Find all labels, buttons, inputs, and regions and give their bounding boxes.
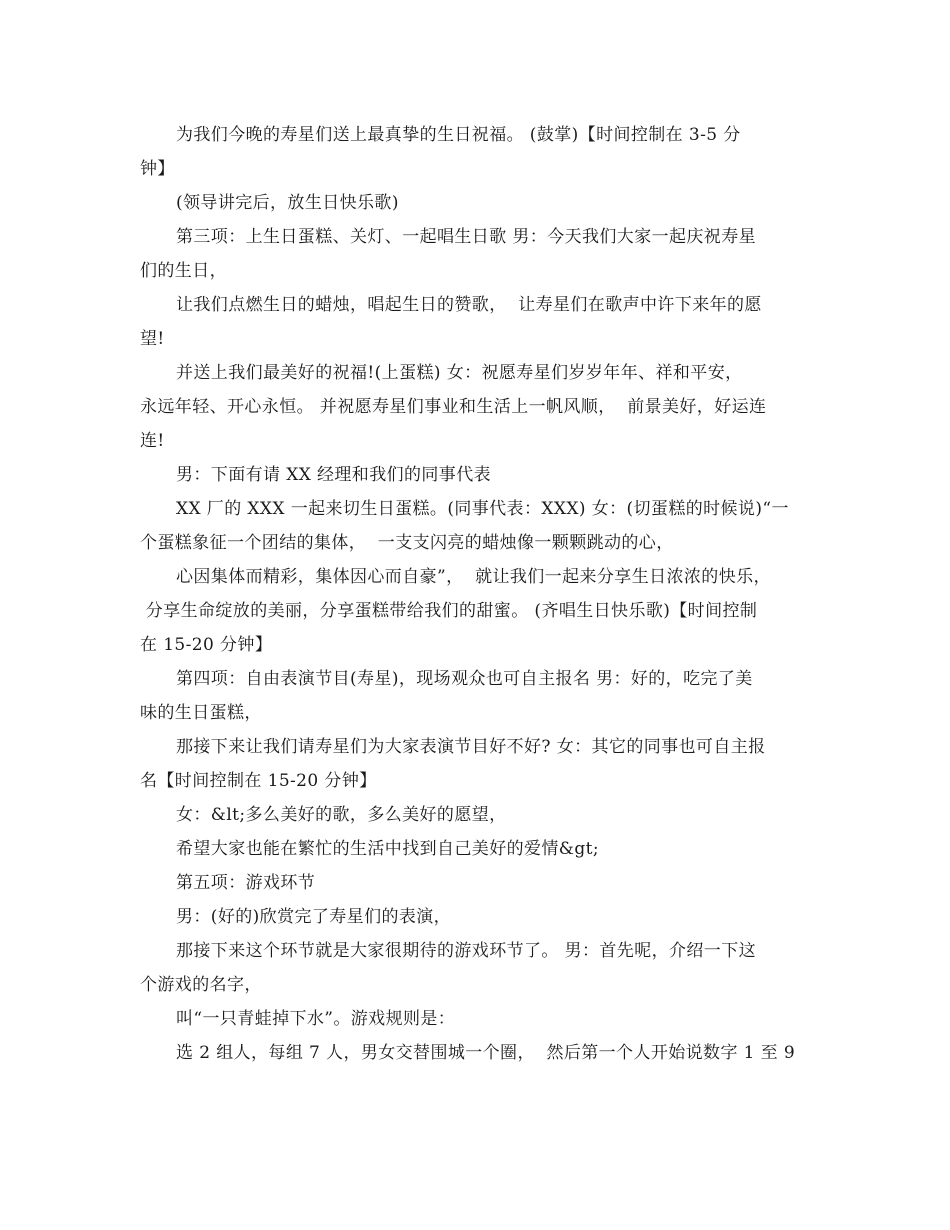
text-line: 第五项：游戏环节 <box>176 873 316 893</box>
text-line: 并送上我们最美好的祝福!(上蛋糕) 女：祝愿寿星们岁岁年年、祥和平安， <box>176 363 743 383</box>
paragraph <box>140 934 812 1002</box>
text-line: XX 厂的 XXX 一起来切生日蛋糕。(同事代表：XXX) 女：(切蛋糕的时候说)“一 <box>176 499 789 519</box>
document-body <box>140 118 812 1070</box>
paragraph <box>140 560 812 662</box>
text-line: 让我们点燃生日的蜡烛，唱起生日的赞歌， 让寿星们在歌声中许下来年的愿 <box>176 295 762 315</box>
paragraph <box>140 492 812 560</box>
text-line: 那接下来这个环节就是大家很期待的游戏环节了。 男：首先呢，介绍一下这 <box>176 941 757 961</box>
text-line: 味的生日蛋糕， <box>140 703 262 723</box>
text-line: 叫“一只青蛙掉下水”。游戏规则是： <box>176 1009 456 1029</box>
text-line: 希望大家也能在繁忙的生活中找到自己美好的爱情&gt; <box>176 839 599 859</box>
text-line: 男：下面有请 XX 经理和我们的同事代表 <box>176 465 492 485</box>
text-line: 个蛋糕象征一个团结的集体， 一支支闪亮的蜡烛像一颗颗跳动的心， <box>140 533 674 553</box>
text-line: 心因集体而精彩，集体因心而自豪”， 就让我们一起来分享生日浓浓的快乐， <box>176 567 771 587</box>
text-line: (领导讲完后，放生日快乐歌) <box>176 193 399 213</box>
text-line: 男：(好的)欣赏完了寿星们的表演， <box>176 907 452 927</box>
text-line: 第四项：自由表演节目(寿星)，现场观众也可自主报名 男：好的，吃完了美 <box>176 669 753 689</box>
paragraph <box>140 1002 812 1036</box>
text-line: 为我们今晚的寿星们送上最真挚的生日祝福。 (鼓掌)【时间控制在 3-5 分 <box>176 125 741 145</box>
paragraph <box>140 458 812 492</box>
text-line: 选 2 组人，每组 7 人，男女交替围城一个圈， 然后第一个人开始说数字 1 至 9 <box>176 1043 796 1063</box>
paragraph <box>140 118 812 186</box>
text-line: 永远年轻、开心永恒。 并祝愿寿星们事业和生活上一帆风顺， 前景美好，好运连 <box>140 397 767 417</box>
paragraph <box>140 220 812 288</box>
text-line: 女：&lt;多么美好的歌，多么美好的愿望， <box>176 805 507 825</box>
text-line: 那接下来让我们请寿星们为大家表演节目好不好? 女：其它的同事也可自主报 <box>176 737 766 757</box>
paragraph <box>140 866 812 900</box>
paragraph <box>140 356 812 458</box>
text-line: 连! <box>140 431 165 451</box>
paragraph <box>140 730 812 798</box>
text-line: 在 15-20 分钟】 <box>140 635 273 655</box>
paragraph <box>140 798 812 832</box>
text-line: 望! <box>140 329 165 349</box>
paragraph <box>140 832 812 866</box>
text-line: 分享生命绽放的美丽，分享蛋糕带给我们的甜蜜。 (齐唱生日快乐歌)【时间控制 <box>140 601 758 621</box>
text-line: 们的生日， <box>140 261 227 281</box>
text-line: 名【时间控制在 15-20 分钟】 <box>140 771 377 791</box>
paragraph <box>140 186 812 220</box>
paragraph <box>140 662 812 730</box>
text-line: 钟】 <box>140 159 175 179</box>
text-line: 第三项：上生日蛋糕、关灯、一起唱生日歌 男：今天我们大家一起庆祝寿星 <box>176 227 757 247</box>
paragraph <box>140 288 812 356</box>
text-line: 个游戏的名字， <box>140 975 262 995</box>
paragraph <box>140 1036 812 1070</box>
paragraph <box>140 900 812 934</box>
